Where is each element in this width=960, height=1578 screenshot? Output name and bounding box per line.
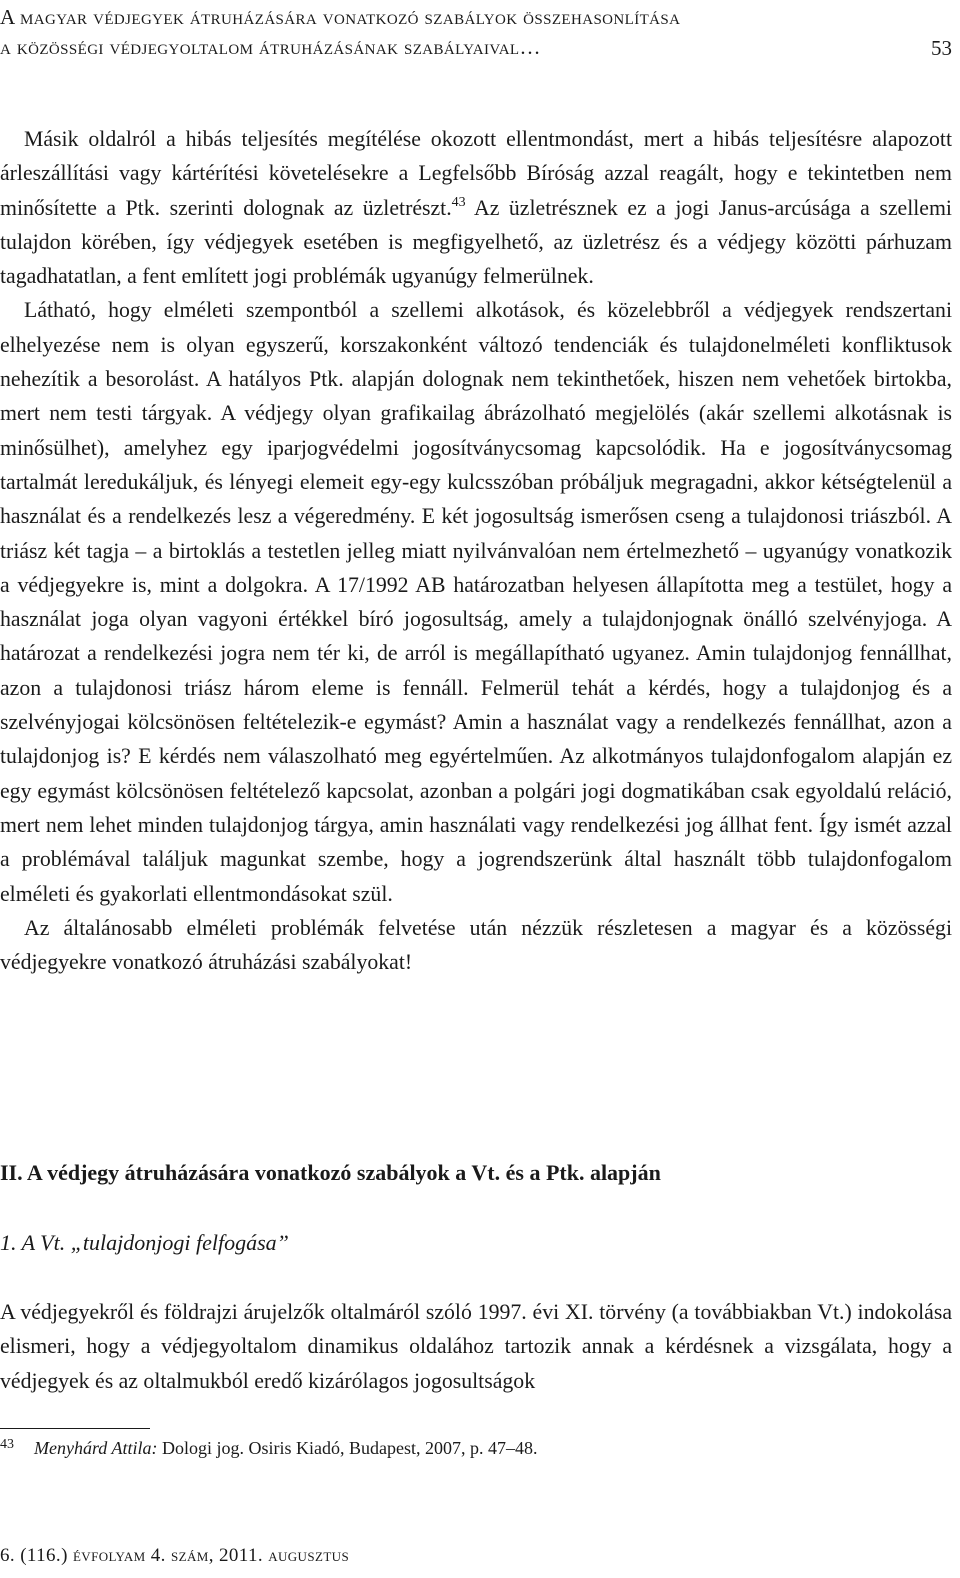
section-heading: II. A védjegy átruházására vonatkozó szabályok a Vt. és a Ptk. alapján [0, 1160, 661, 1185]
footnote-reference[interactable]: 43 [451, 194, 466, 210]
paragraph-3: Az általánosabb elméleti problémák felvetése után nézzük részletesen a magyar és a közösségi védjegyekre vonatkozó átruházási szabályokat! [0, 915, 952, 975]
footnote-author: Menyhárd Attila: [34, 1438, 158, 1458]
page-number: 53 [931, 36, 952, 60]
page-footer: 6. (116.) évfolyam 4. szám, 2011. augusztus [0, 1545, 350, 1566]
section-text [0, 1295, 952, 1398]
subsection-heading: 1. A Vt. „tulajdonjogi felfogása” [0, 1230, 289, 1255]
running-title-line-2: a közösségi védjegyoltalom átruházásának szabályaival… [0, 35, 541, 59]
paragraph-1-part-a: Másik oldalról a hibás teljesítés megítélése okozott ellentmondást, mert a hibás teljesítésre alapozott árleszállítási vagy kártérítési követelésekre a Legfelsőbb Bíróság azzal reagált, hogy e tekintetben nem minősítette a Ptk. szerinti dolognak az üzletrészt. [0, 127, 952, 220]
footnote-citation: Dologi jog. Osiris Kiadó, Budapest, 2007, p. 47–48. [157, 1438, 538, 1458]
running-header [0, 2, 952, 62]
paragraph-1 [0, 122, 952, 293]
main-text [0, 122, 952, 979]
footnote [0, 1432, 952, 1461]
paragraph-4: A védjegyekről és földrajzi árujelzők oltalmáról szóló 1997. évi XI. törvény (a továbbiakban Vt.) indokolása elismeri, hogy a védjegyoltalom dinamikus oldalához tartozik annak a kérdésnek a vizsgálata, hogy a védjegyek és az oltalmukból eredő kizárólagos jogosultságok [0, 1300, 952, 1393]
running-title-line-1: A magyar védjegyek átruházására vonatkozó szabályok összehasonlítása [0, 5, 681, 29]
paragraph-2: Látható, hogy elméleti szempontból a szellemi alkotások, és közelebbről a védjegyek rendszertani elhelyezése nem is olyan egyszerű, korszakonként változó tendenciák és tulajdonelméleti konfliktusok nehezítik a besorolást. A hatályos Ptk. alapján dolognak nem tekinthetőek, hiszen nem vehetőek birtokba, mert nem testi tárgyak. A védjegy olyan grafikailag ábrázolható megjelölés (akár szellemi alkotásnak is minősülhet), amelyhez egy iparjogvédelmi jogosítványcsomag kapcsolódik. Ha e jogosítványcsomag tartalmát leredukáljuk, és lényegi elemeit egy-egy kulcsszóban próbáljuk megragadni, akkor kétségtelenül a használat és a rendelkezés lesz a végeredmény. E két jogosultság ismerősen cseng a tulajdonosi triászból. A triász két tagja – a birtoklás a testetlen jelleg miatt nyilvánvalóan nem értelmezhető – ugyanúgy vonatkozik a védjegyekre is, mint a dolgokra. A 17/1992 AB határozatban helyesen állapította meg a testület, hogy a használat joga olyan vagyoni értékkel bíró jogosultság, amely a tulajdonjognak önálló szelvényjoga. A határozat a rendelkezési jogra nem tér ki, de arról is megállapítható ugyanez. Amin tulajdonjog fennállhat, azon a tulajdonosi triász három eleme is fennáll. Felmerül tehát a kérdés, hogy a tulajdonjog és a szelvényjogai kölcsönösen feltételezik-e egymást? Amin a használat vagy a rendelkezés fennállhat, azon a tulajdonjog is? E kérdés nem válaszolható meg egyértelműen. Az alkotmányos tulajdonfogalom alapján ez egy egymást kölcsönösen feltételező kapcsolat, azonban a polgári jogi dogmatikában csak egyoldalú reláció, mert nem lehet minden tulajdonjog tárgya, amin használati vagy rendelkezési jog állhat fent. Így ismét azzal a problémával találjuk magunkat szembe, hogy a jogrendszerünk által használt több tulajdonfogalom elméleti és gyakorlati ellentmondásokat szül. [0, 298, 952, 906]
paragraph-1-part-b: Az üzletrésznek ez a jogi Janus-arcúsága a szellemi tulajdon körében, így védjegyek esetében is megfigyelhető, az üzletrész és a védjegy közötti párhuzam tagadhatatlan, a fent említett jogi problémák ugyanúgy felmerülnek. [0, 195, 952, 289]
footnote-divider [0, 1428, 150, 1429]
footnote-number: 43 [0, 1437, 14, 1452]
